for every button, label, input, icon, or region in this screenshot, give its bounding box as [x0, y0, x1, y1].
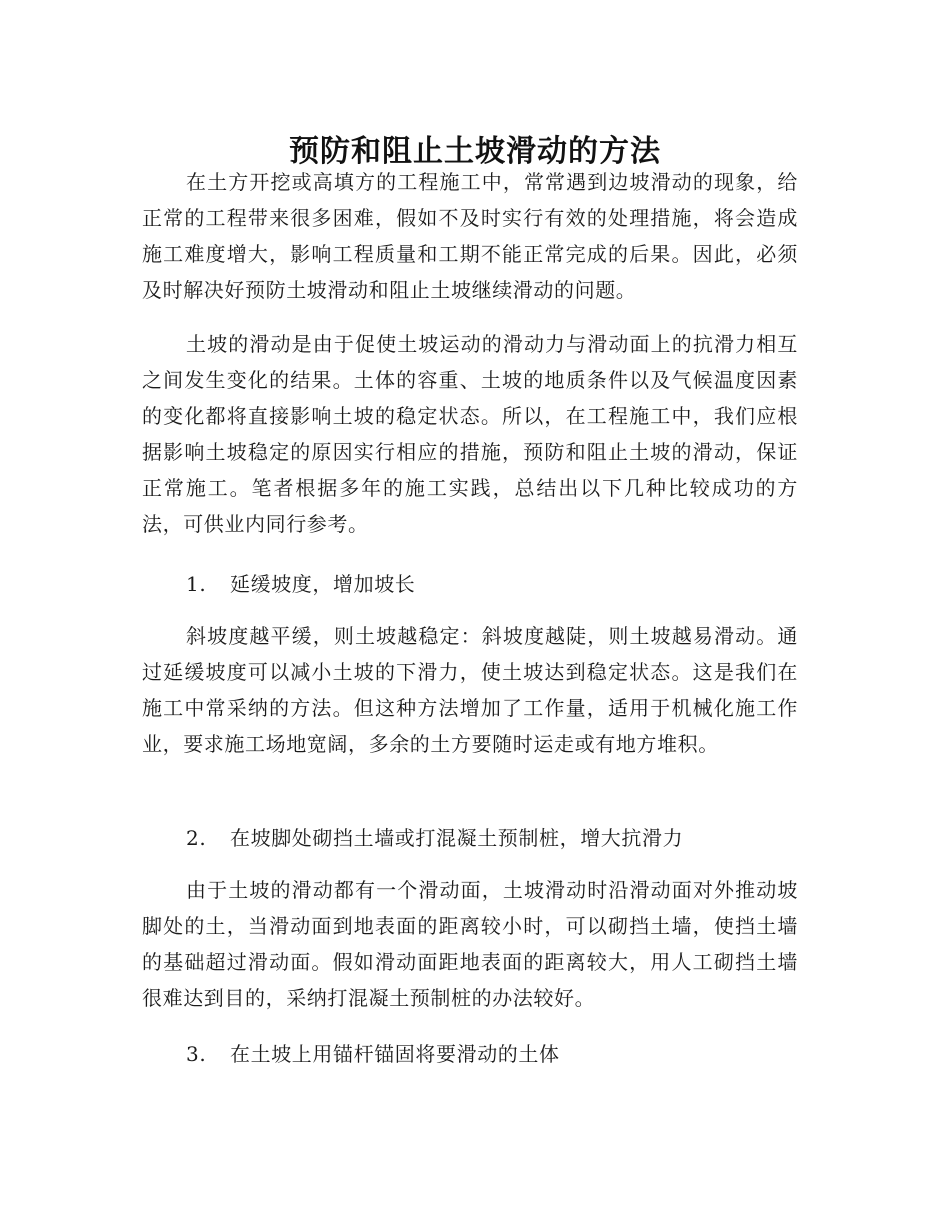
document-title: 预防和阻止土坡滑动的方法 — [289, 134, 661, 170]
section-number: 1. — [186, 572, 207, 596]
section-heading-2 — [186, 820, 683, 856]
section-number: 3. — [186, 1042, 207, 1066]
paragraph-causes: 土坡的滑动是由于促使土坡运动的滑动力与滑动面上的抗滑力相互之间发生变化的结果。土体的容重、土坡的地质条件以及气候温度因素的变化都将直接影响土坡的稳定状态。所以，在工程施工中，我们应根据影响土坡稳定的原因实行相应的措施，预防和阻止土坡的滑动，保证正常施工。笔者根据多年的施工实践，总结出以下几种比较成功的方法，可供业内同行参考。 — [142, 332, 798, 536]
section-number: 2. — [186, 826, 207, 850]
section-heading-text: 在土坡上用锚杆锚固将要滑动的土体 — [230, 1042, 560, 1066]
section-heading-text: 在坡脚处砌挡土墙或打混凝土预制桩，增大抗滑力 — [230, 826, 684, 850]
paragraph-intro: 在土方开挖或高填方的工程施工中，常常遇到边坡滑动的现象，给正常的工程带来很多困难，假如不及时实行有效的处理措施，将会造成施工难度增大，影响工程质量和工期不能正常完成的后果。因此，必须及时解决好预防土坡滑动和阻止土坡继续滑动的问题。 — [142, 170, 798, 302]
section-heading-1 — [186, 566, 415, 602]
paragraph-section-1: 斜坡度越平缓，则土坡越稳定：斜坡度越陡，则土坡越易滑动。通过延缓坡度可以减小土坡的下滑力，使土坡达到稳定状态。这是我们在施工中常采纳的方法。但这种方法增加了工作量，适用于机械化施工作业，要求施工场地宽阔，多余的土方要随时运走或有地方堆积。 — [142, 624, 798, 756]
section-heading-text: 延缓坡度，增加坡长 — [230, 572, 416, 596]
section-heading-3 — [186, 1036, 560, 1072]
paragraph-section-2: 由于土坡的滑动都有一个滑动面，土坡滑动时沿滑动面对外推动坡脚处的土，当滑动面到地表面的距离较小时，可以砌挡土墙，使挡土墙的基础超过滑动面。假如滑动面距地表面的距离较大，用人工砌挡土墙很难达到目的，采纳打混凝土预制桩的办法较好。 — [142, 878, 798, 1010]
